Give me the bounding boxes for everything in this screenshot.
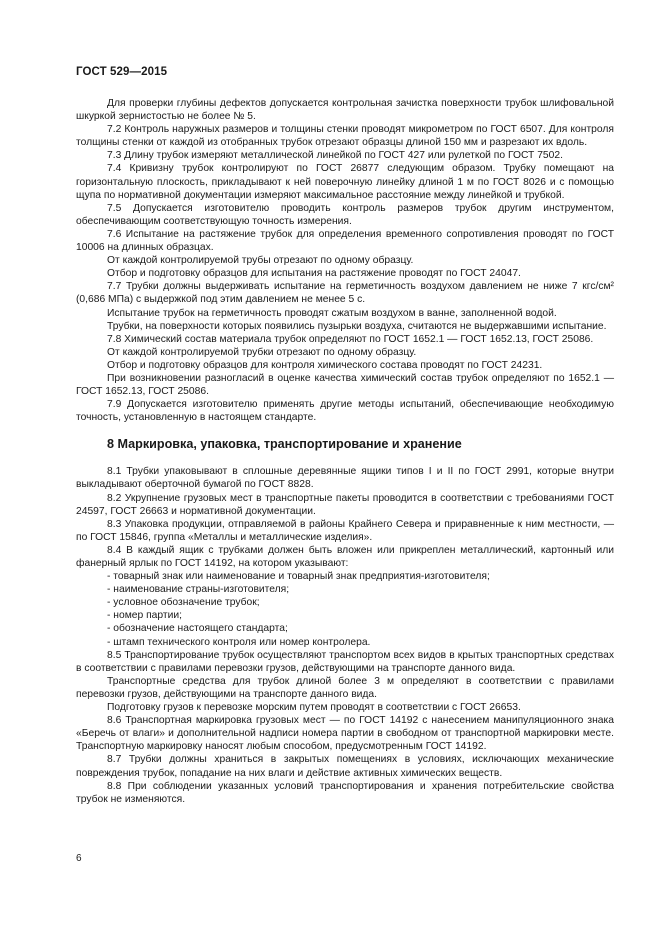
paragraph-7-8-sample: От каждой контролируемой трубки отрезают по одному образцу. (107, 346, 417, 358)
paragraph-7-7-test: Испытание трубок на герметичность проводят сжатым воздухом в ванне, заполненной водой. (107, 307, 557, 319)
clause-7-7: 7.7 Трубки должны выдерживать испытание на герметичность воздухом давлением не ниже 7 кгс/см² (0,686 МПа) с выдержкой под этим давлением не менее 5 с. (76, 281, 614, 306)
paragraph-8-5-vehicles: Транспортные средства для трубок длиной более 3 м определяют в соответствии с правилами перевозки грузов, действующими на транспорте данного вида. (76, 675, 614, 700)
label-contents-list (76, 570, 614, 649)
clause-8-7: 8.7 Трубки должны храниться в закрытых помещениях в условиях, исключающих механические повреждения трубок, попадание на них влаги и действие активных химических веществ. (76, 754, 614, 779)
clause-8-2: 8.2 Укрупнение грузовых мест в транспортные пакеты проводится в соответствии с требованиями ГОСТ 24597, ГОСТ 26663 и нормативной документации. (76, 492, 614, 517)
section-8-body (76, 465, 614, 805)
paragraph-7-8-preparation: Отбор и подготовку образцов для контроля химического состава проводят по ГОСТ 24231. (107, 359, 543, 371)
clause-7-8: 7.8 Химический состав материала трубок определяют по ГОСТ 1652.1 — ГОСТ 1652.13, ГОСТ 25086. (107, 333, 594, 345)
list-item: - наименование страны-изготовителя; (107, 584, 290, 596)
clause-8-6: 8.6 Транспортная маркировка грузовых мест — по ГОСТ 14192 с нанесением манипуляционного знака «Беречь от влаги» и дополнительной надписи номера партии в свободном от транспортной маркировки месте. Транспортную маркировку наносят любым способом, предусмотренным ГОСТ 14192. (76, 715, 614, 753)
running-header: ГОСТ 529—2015 (76, 66, 168, 78)
paragraph-8-5-sea: Подготовку грузов к перевозке морским путем проводят в соответствии с ГОСТ 26653. (107, 702, 521, 714)
page-number: 6 (76, 853, 82, 864)
clause-7-2: 7.2 Контроль наружных размеров и толщины стенки проводят микрометром по ГОСТ 6507. Для контроля толщины стенки от каждой из отобранных трубок отрезают образцы длиной 150 мм и разрезают их вдоль. (76, 124, 614, 149)
paragraph-7-8-dispute: При возникновении разногласий в оценке качества химический состав трубок определяют по 1652.1 — ГОСТ 1652.13, ГОСТ 25086. (76, 372, 614, 398)
paragraph-defect-check: Для проверки глубины дефектов допускается контрольная зачистка поверхности трубок шлифовальной шкуркой зернистостью не более № 5. (76, 98, 614, 123)
list-item: - штамп технического контроля или номер контролера. (107, 636, 371, 648)
section-8-heading: 8 Маркировка, упаковка, транспортирование и хранение (107, 437, 462, 452)
list-item: - условное обозначение трубок; (107, 597, 260, 609)
clause-7-5: 7.5 Допускается изготовителю проводить контроль размеров трубок другим инструментом, обеспечивающим соответствующую точность измерения. (76, 202, 614, 227)
clause-7-6: 7.6 Испытание на растяжение трубок для определения временного сопротивления проводят по ГОСТ 10006 на длинных образцах. (76, 228, 614, 254)
paragraph-7-6-preparation: Отбор и подготовку образцов для испытания на растяжение проводят по ГОСТ 24047. (107, 268, 521, 280)
list-item: - обозначение настоящего стандарта; (107, 623, 288, 635)
page-body (76, 97, 614, 806)
clause-7-3: 7.3 Длину трубок измеряют металлической линейкой по ГОСТ 427 или рулеткой по ГОСТ 7502. (107, 150, 563, 162)
clause-8-1: 8.1 Трубки упаковывают в сплошные деревянные ящики типов I и II по ГОСТ 2991, которые внутри выкладывают оберточной бумагой по ГОСТ 8828. (76, 466, 614, 491)
clause-8-8: 8.8 При соблюдении указанных условий транспортирования и хранения потребительские свойства трубок не изменяются. (76, 780, 614, 805)
section-7-body (76, 97, 614, 424)
list-item: - номер партии; (107, 610, 182, 622)
list-item: - товарный знак или наименование и товарный знак предприятия-изготовителя; (107, 571, 490, 583)
paragraph-7-7-failure: Трубки, на поверхности которых появились пузырьки воздуха, считаются не выдержавшими испытание. (107, 320, 607, 332)
clause-8-5: 8.5 Транспортирование трубок осуществляют транспортом всех видов в крытых транспортных средствах в соответствии с правилами перевозки грузов, действующими на транспорте данного вида. (76, 649, 614, 674)
clause-7-4: 7.4 Кривизну трубок контролируют по ГОСТ 26877 следующим образом. Трубку помещают на горизонтальную плоскость, прикладывают к ней поверочную линейку длиной 1 м по ГОСТ 8026 и с помощью щупа по нормативной документации измеряют максимальное расстояние между линейкой и трубкой. (76, 163, 614, 201)
clause-8-3: 8.3 Упаковка продукции, отправляемой в районы Крайнего Севера и приравненные к ним местности, — по ГОСТ 15846, группа «Металлы и металлические изделия». (76, 518, 614, 543)
paragraph-7-6-sample: От каждой контролируемой трубы отрезают по одному образцу. (107, 255, 414, 267)
clause-8-4: 8.4 В каждый ящик с трубками должен быть вложен или прикреплен металлический, картонный или фанерный ярлык по ГОСТ 14192, на котором указывают: (76, 544, 614, 569)
clause-7-9: 7.9 Допускается изготовителю применять другие методы испытаний, обеспечивающие необходимую точность, установленную в настоящем стандарте. (76, 399, 614, 424)
